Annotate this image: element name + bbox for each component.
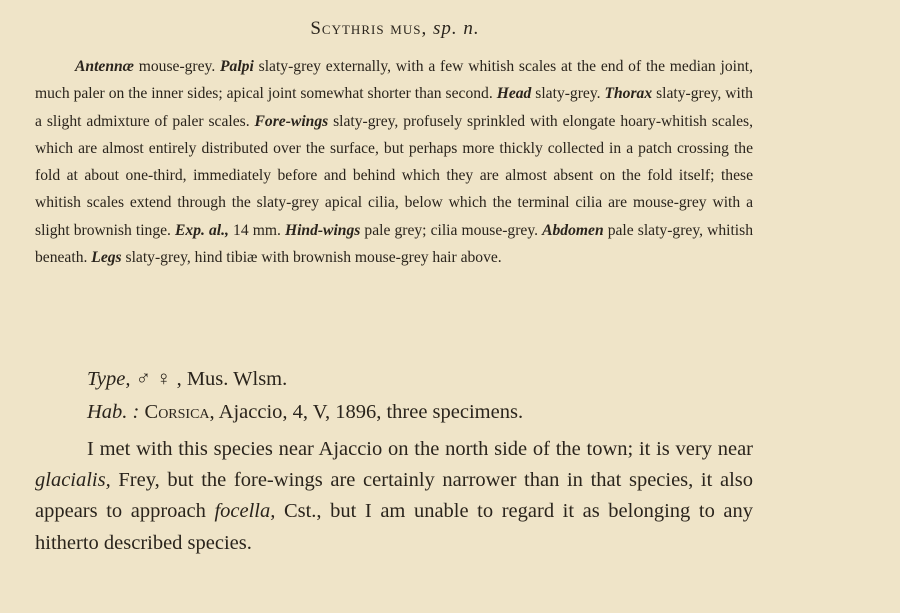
type-label: Type,: [87, 368, 131, 390]
desc-expanse: 14 mm.: [228, 221, 285, 239]
term-abdomen: Abdomen: [542, 221, 604, 239]
term-fore-wings: Fore-wings: [254, 112, 329, 130]
note-part-3: Cst., but I am unable to regard it as belonging to any hitherto described species.: [35, 500, 754, 554]
species-description: [35, 53, 753, 271]
type-line: [87, 368, 287, 391]
term-hind-wings: Hind-wings: [284, 221, 361, 239]
sex-symbols: ♂ ♀ ,: [130, 368, 182, 390]
note-part-1: I met with this species near Ajaccio on the north side of the town; it is very near: [87, 438, 753, 460]
species-heading: [0, 18, 790, 40]
desc-antennae: mouse-grey.: [133, 58, 221, 75]
term-palpi: Palpi: [220, 58, 254, 75]
author-note: [35, 434, 753, 559]
species-name: mus,: [390, 18, 428, 39]
desc-abdomen: pale slaty-grey, whitish beneath.: [35, 221, 754, 267]
type-collection: Mus. Wlsm.: [181, 368, 288, 390]
species-suffix: sp. n.: [432, 18, 480, 39]
desc-fore-wings: slaty-grey, profusely sprinkled with elongate hoary-whitish scales, which are almost entirely distributed over the surface, but perhaps more thickly collected in a patch crossing the fold at about one-third, immediately before and behind which they are almost absent on the fold itself; these whitish scales extend through the slaty-grey apical cilia, below which the terminal cilia are mouse-grey with a slight brownish tinge.: [35, 112, 753, 239]
desc-head: slaty-grey.: [531, 85, 605, 103]
desc-thorax: slaty-grey, with a slight admixture of paler scales.: [35, 85, 753, 130]
genus-name: Scythris: [310, 18, 385, 39]
term-head: Head: [496, 85, 532, 103]
desc-hind-wings: pale grey; cilia mouse-grey.: [360, 221, 543, 239]
ref-glacialis: glacialis,: [35, 469, 111, 492]
desc-legs: slaty-grey, hind tibiæ with brownish mouse-grey hair above.: [121, 249, 502, 267]
term-antennae: Antennæ: [75, 58, 134, 75]
term-expanse: Exp. al.,: [175, 221, 229, 239]
habitat-line: [87, 401, 523, 424]
habitat-details: Ajaccio, 4, V, 1896, three specimens.: [214, 401, 524, 423]
term-legs: Legs: [91, 249, 122, 267]
habitat-label: Hab. :: [87, 401, 140, 423]
note-part-2: Frey, but the fore-wings are certainly narrower than in that species, it also appears to approach: [35, 469, 753, 523]
ref-focella: focella,: [214, 500, 276, 523]
habitat-place: Corsica,: [139, 401, 215, 423]
desc-palpi: slaty-grey externally, with a few whitish scales at the end of the median joint, much paler on the inner sides; apical joint somewhat shorter than second.: [35, 58, 753, 103]
term-thorax: Thorax: [604, 85, 653, 103]
